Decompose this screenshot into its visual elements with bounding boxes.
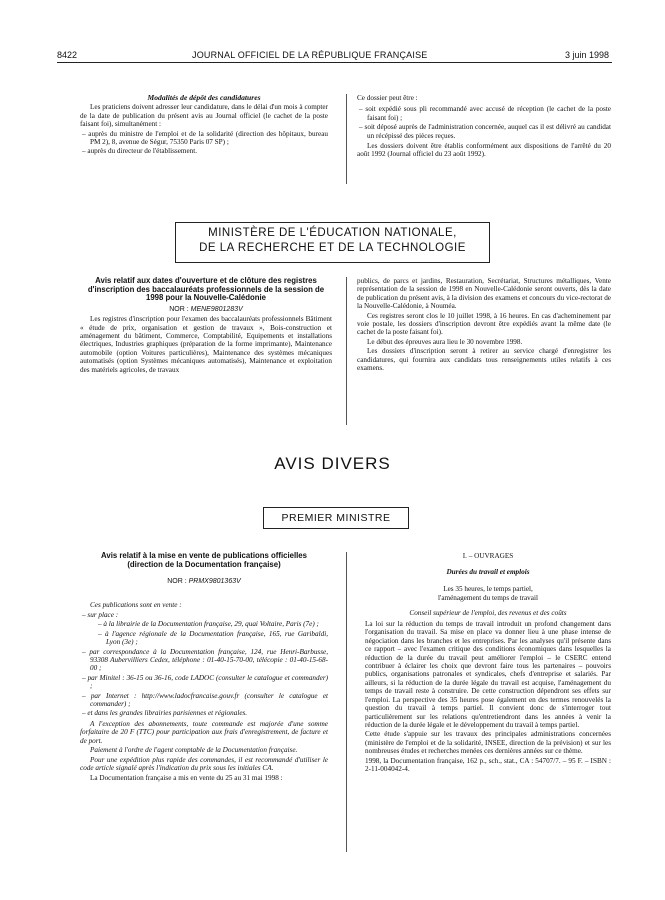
ouvrages-subheading: Durées du travail et emplois: [446, 568, 530, 577]
dossier-list: [357, 105, 611, 140]
dossier-intro: Ce dossier peut être :: [357, 94, 418, 102]
sales-list: [80, 611, 328, 718]
sales-intro: Ces publications sont en vente :: [90, 600, 182, 609]
notice-1-nor: [80, 306, 332, 314]
sales-info: [80, 601, 328, 773]
issue-date: 3 juin 1998: [564, 50, 609, 60]
ministry-line-2: DE LA RECHERCHE ET DE LA TECHNOLOGIE: [199, 242, 466, 254]
list-item: – auprès du directeur de l'établissement.: [80, 147, 328, 155]
header-rule: [57, 62, 612, 63]
paiement-para: Paiement à l'ordre de l'agent comptable de la Documentation française.: [90, 746, 298, 755]
mise-en-vente-para: La Documentation française a mis en vente du 25 au 31 mai 1998 :: [90, 774, 283, 783]
expedition-para: Pour une expédition plus rapide des commandes, il est recommandé d'utiliser le code article signalé après l'indication du prix sous les initiales CA.: [80, 755, 328, 772]
top-left-column: [80, 94, 328, 157]
exception-para: A l'exception des abonnements, toute commande est majorée d'une somme forfaitaire de 20 F (TTC) pour participation aux frais d'enregistrement, de facture et de port.: [80, 719, 328, 745]
notice-2-title: Avis relatif à la mise en vente de publications officielles (direction de la Documentation française): [101, 551, 307, 569]
nor-code: MENE9801283V: [190, 305, 243, 313]
avis-divers-heading: AVIS DIVERS: [274, 454, 391, 473]
column-divider: [346, 94, 347, 184]
notice-1-title: Avis relatif aux dates d'ouverture et de clôture des registres d'inscription des baccalauréats professionnels de la session de 1998 pour la Nouvelle-Calédonie: [87, 276, 325, 303]
book-title-line-2: l'aménagement du temps de travail: [438, 594, 538, 603]
dossier-closing: Les dossiers doivent être établis conformément aux dispositions de l'arrêté du 20 août 1992 (Journal officiel du 23 août 1992).: [357, 142, 611, 159]
notice-1-para: publics, de parcs et jardins, Restauration, Secrétariat, Structures métalliques, Vente représentation de la session de 1998 en Nouvelle-Calédonie seront ouverts, dès la date de publication du présent avis, à la division des examens et concours du vice-rectorat de la Nouvelle-Calédonie, à Nouméa.: [357, 277, 611, 311]
list-item: – à la librairie de la Documentation française, 29, quai Voltaire, Paris (7e) ;: [96, 620, 328, 628]
ministry-heading-box: [175, 222, 490, 263]
premier-ministre-box: [263, 507, 409, 529]
book-description: La loi sur la réduction du temps de travail introduit un profond changement dans l'organisation du travail. Sa mise en place va donner lieu à une phase intense de négociation dans les branches et les entreprises. Par les analyses qu'il présente dans ce rapport – avec l'examen critique des conditions économiques dans lesquelles la réduction de la durée du travail peut améliorer l'emploi – le CSERC entend contribuer à éclairer les choix que devront faire tous les partenaires – pouvoirs publics, organisations patronales et syndicales, chefs d'entreprise et salariés. Par ailleurs, si la réduction de la durée légale du travail est acquise, l'aménagement du temps de travail reste à construire. De cette construction dépendront ses effets sur l'emploi. La perspective des 35 heures pose également en des termes renouvelés la question du travail à temps partiel. Il convient donc de s'interroger tout particulièrement sur les relations qu'entretiendront dans les années à venir la réduction de la durée légale et le développement du travail à temps partiel.: [365, 620, 611, 729]
book-reference: 1998, la Documentation française, 162 p., sch., stat., CA : 54707/7. – 95 F. – ISBN : 2-11-004042-4.: [365, 756, 611, 773]
deposit-list: [80, 130, 328, 156]
nor-label: NOR :: [167, 578, 187, 586]
list-item: – soit déposé auprès de l'administration concernée, auquel cas il est délivré au candidat un récépissé des pièces reçues.: [357, 123, 611, 140]
book-author: Conseil supérieur de l'emploi, des revenus et des coûts: [409, 608, 567, 617]
notice-1-right-column: [357, 277, 611, 373]
ouvrages-column: [365, 552, 611, 774]
list-item: – auprès du ministre de l'emploi et de la solidarité (direction des hôpitaux, bureau PM 2), 8, avenue de Ségur, 75350 Paris 07 SP) ;: [80, 130, 328, 147]
nor-code: PRMX9801363V: [188, 578, 241, 586]
notice-1-para: Le début des épreuves aura lieu le 30 novembre 1998.: [367, 337, 523, 346]
list-item: – par Internet : http://www.ladocfrancaise.gouv.fr (consulter le catalogue et commander) ;: [80, 692, 328, 709]
list-item: – et dans les grandes librairies parisiennes et régionales.: [80, 709, 328, 717]
list-item: – à l'agence régionale de la Documentation française, 165, rue Garibaldi, Lyon (3e) ;: [96, 630, 328, 647]
notice-2-nor: [80, 578, 328, 586]
top-right-column: [357, 94, 611, 160]
ministry-line-1: MINISTÈRE DE L'ÉDUCATION NATIONALE,: [208, 227, 457, 239]
notice-1-para: Les dossiers d'inscription seront à retirer au service chargé d'enregistrer les candidatures, qui fournira aux candidats tous renseignements utiles relatifs à ces examens.: [357, 347, 611, 373]
notice-1-left-column: [80, 277, 332, 375]
book-title-line-1: Les 35 heures, le temps partiel,: [443, 584, 533, 593]
ouvrages-heading: I. – OUVRAGES: [462, 552, 514, 560]
list-item: – par Minitel : 36-15 ou 36-16, code LADOC (consulter le catalogue et commander) ;: [80, 674, 328, 691]
notice-2-left-column: [80, 552, 328, 784]
deposit-intro: Les praticiens doivent adresser leur candidature, dans le délai d'un mois à compter de la date de publication du présent avis au Journal officiel (le cachet de la poste faisant foi), simultanément :: [80, 103, 328, 129]
page-number: 8422: [57, 50, 78, 60]
notice-1-body: Les registres d'inscription pour l'examen des baccalauréats professionnels Bâtiment « étude de prix, organisation et gestion de travaux », Bois-construction et aménagement du bâtiment, Commerce, Comptabilité, Equipements et installations électriques, Industries graphiques (préparation de la forme imprimante), Maintenance automobile (option Voitures particulières), Maintenance des systèmes mécaniques automatisés (option Systèmes mécaniques automatisés), Maintenance et exploitation des matériels agricoles, de travaux: [80, 315, 332, 374]
notice-1-para: Ces registres seront clos le 10 juillet 1998, à 16 heures. En cas d'acheminement par voie postale, les dossiers d'inscription devront être expédiés avant la même date (le cachet de la poste faisant foi).: [357, 311, 611, 337]
list-item: – par correspondance à la Documentation française, 124, rue Henri-Barbusse, 93308 Aubervilliers Cedex, téléphone : 01-40-15-70-00, télécopie : 01-40-15-68-00 ;: [80, 648, 328, 673]
sur-place-list: [96, 620, 328, 646]
book-sources: Cette étude s'appuie sur les travaux des principales administrations concernées (ministère de l'emploi et de la solidarité, INSEE, direction de la prévision) et sur les nombreuses études et recherches menées ces dernières années sur ce thème.: [365, 730, 611, 756]
list-item: [80, 611, 328, 647]
sur-place-label: sur place :: [87, 611, 119, 619]
journal-title: JOURNAL OFFICIEL DE LA RÉPUBLIQUE FRANÇAISE: [192, 50, 428, 60]
column-divider: [346, 277, 347, 425]
section-title: Modalités de dépôt des candidatures: [147, 93, 261, 102]
nor-label: NOR :: [169, 305, 189, 313]
list-item: – soit expédié sous pli recommandé avec accusé de réception (le cachet de la poste faisant foi) ;: [357, 105, 611, 122]
premier-ministre-label: PREMIER MINISTRE: [281, 512, 391, 524]
column-divider: [346, 552, 347, 852]
